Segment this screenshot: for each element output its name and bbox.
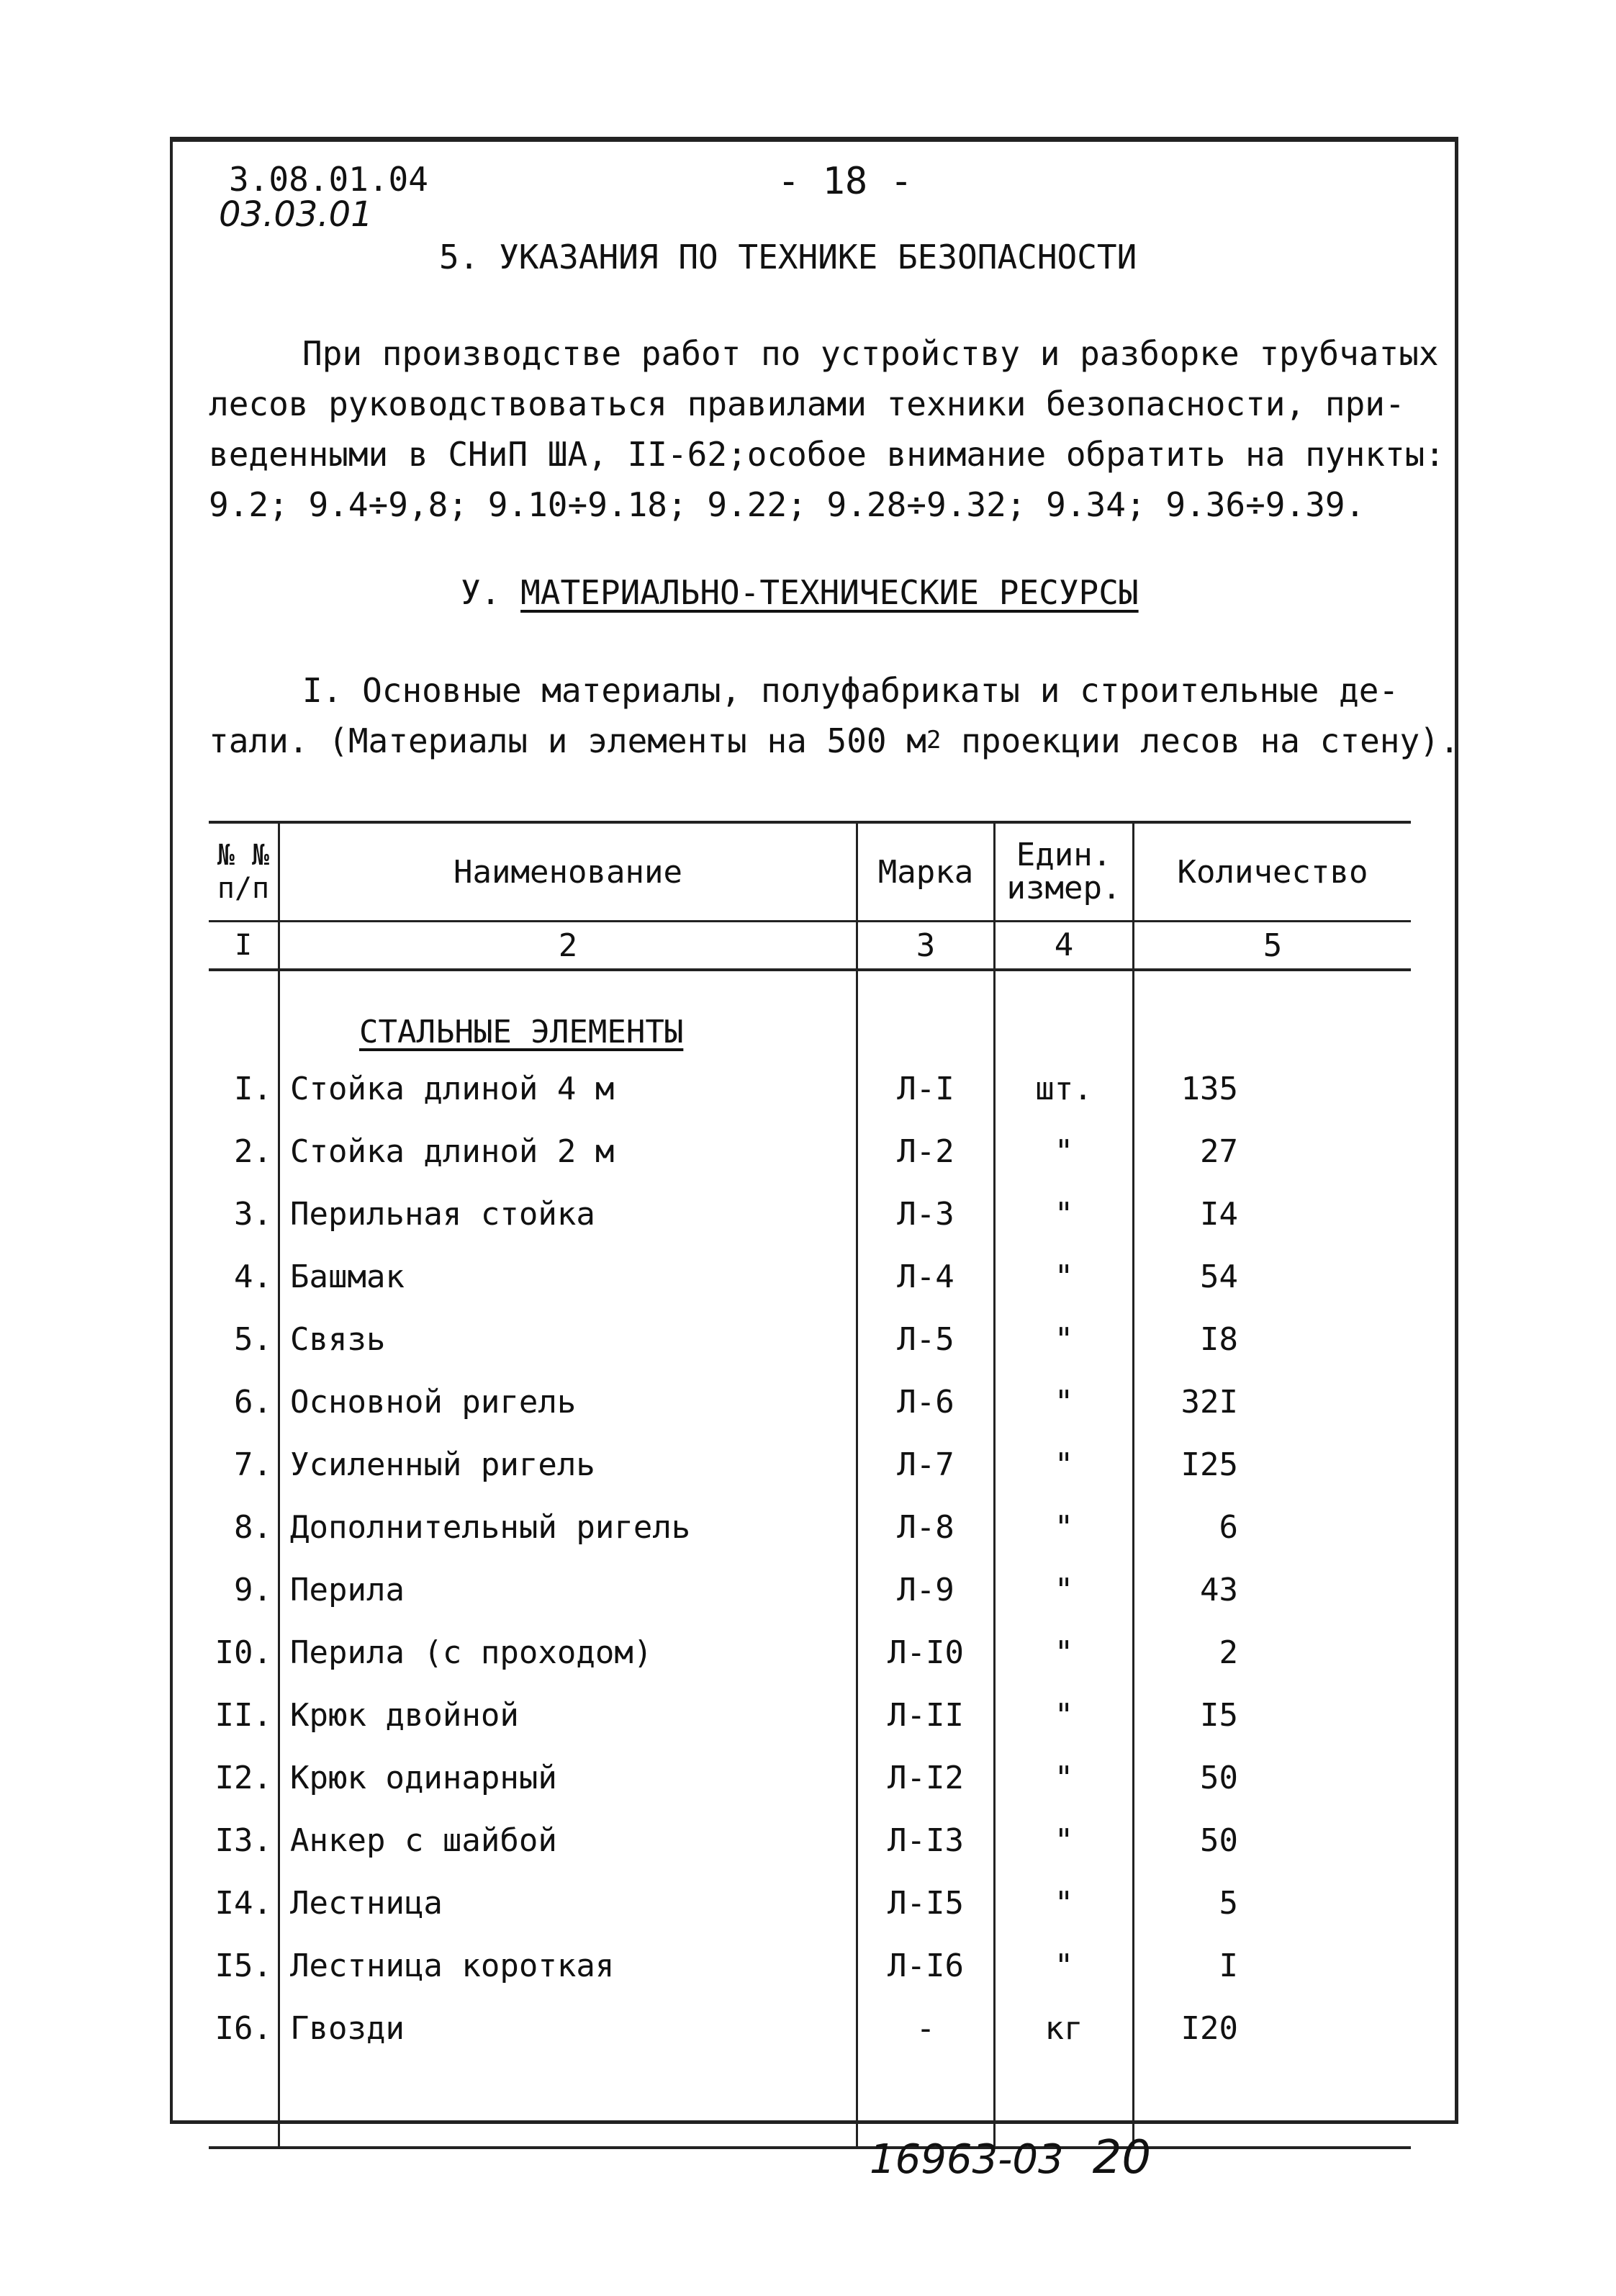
row-unit: шт. xyxy=(995,1058,1134,1120)
row-mark: Л-I0 xyxy=(857,1621,995,1684)
row-number: I3. xyxy=(209,1809,279,1872)
row-name: Связь xyxy=(279,1308,857,1371)
column-number: I xyxy=(209,922,279,971)
table-row xyxy=(209,1183,1411,1246)
header-name: Наименование xyxy=(279,822,857,922)
row-unit: " xyxy=(995,1684,1134,1747)
row-name: Дополнительный ригель xyxy=(279,1496,857,1559)
row-name: Лестница короткая xyxy=(279,1935,857,1997)
row-quantity: 54 xyxy=(1200,1259,1238,1295)
table-header-row xyxy=(209,822,1411,922)
header-number-line2: п/п xyxy=(217,872,270,905)
row-quantity: 2 xyxy=(1219,1634,1238,1671)
row-number: 8. xyxy=(209,1496,279,1559)
table-row xyxy=(209,1246,1411,1308)
row-mark: Л-8 xyxy=(857,1496,995,1559)
row-quantity: I xyxy=(1219,1948,1238,1984)
row-number: I6. xyxy=(209,1997,279,2060)
header-number-line1: № № xyxy=(217,839,270,872)
row-name: Крюк двойной xyxy=(279,1684,857,1747)
intro-line-2-start: тали. (Материалы и элементы на 500 м xyxy=(209,721,926,760)
header-mark: Марка xyxy=(857,822,995,922)
table-end-row xyxy=(209,2060,1411,2148)
row-number: 2. xyxy=(209,1120,279,1183)
handwritten-code: 03.03.01 xyxy=(219,194,373,235)
row-quantity: I5 xyxy=(1200,1697,1238,1734)
table-row xyxy=(209,1058,1411,1120)
row-unit: " xyxy=(995,1496,1134,1559)
row-mark: Л-I3 xyxy=(857,1809,995,1872)
row-number: I. xyxy=(209,1058,279,1120)
row-number: 9. xyxy=(209,1559,279,1621)
paragraph-line: лесов руководствоваться правилами техники безопасности, при- xyxy=(209,384,1405,423)
row-quantity: 135 xyxy=(1181,1071,1238,1107)
paragraph-line: При производстве работ по устройству и разборке трубчатых xyxy=(302,334,1439,373)
page-number: - 18 - xyxy=(777,160,913,203)
intro-line-2-end: проекции лесов на стену). xyxy=(941,721,1460,760)
column-number: 3 xyxy=(857,922,995,971)
row-unit: " xyxy=(995,1747,1134,1809)
row-number: II. xyxy=(209,1684,279,1747)
section-5-paragraph xyxy=(209,328,1447,530)
row-mark: Л-3 xyxy=(857,1183,995,1246)
table-row xyxy=(209,1747,1411,1809)
row-number: 6. xyxy=(209,1371,279,1433)
table-row xyxy=(209,1559,1411,1621)
row-number: 3. xyxy=(209,1183,279,1246)
row-mark: Л-I5 xyxy=(857,1872,995,1935)
row-mark: Л-II xyxy=(857,1684,995,1747)
row-name: Гвозди xyxy=(279,1997,857,2060)
row-unit: " xyxy=(995,1371,1134,1433)
row-mark: Л-I6 xyxy=(857,1935,995,1997)
intro-line-1: I. Основные материалы, полуфабрикаты и строительные де- xyxy=(302,671,1399,710)
row-unit: " xyxy=(995,1246,1134,1308)
column-number: 5 xyxy=(1134,922,1412,971)
row-quantity: I25 xyxy=(1181,1446,1238,1483)
section-title: СТАЛЬНЫЕ ЭЛЕМЕНТЫ xyxy=(279,970,857,1058)
row-mark: Л-6 xyxy=(857,1371,995,1433)
table-row xyxy=(209,1621,1411,1684)
row-name: Анкер с шайбой xyxy=(279,1809,857,1872)
row-mark: - xyxy=(857,1997,995,2060)
header-unit xyxy=(995,822,1134,922)
row-mark: Л-4 xyxy=(857,1246,995,1308)
table-row xyxy=(209,1308,1411,1371)
row-unit: " xyxy=(995,1872,1134,1935)
row-mark: Л-I xyxy=(857,1058,995,1120)
row-number: 5. xyxy=(209,1308,279,1371)
materials-intro xyxy=(209,665,1460,766)
section-v-heading: МАТЕРИАЛЬНО-ТЕХНИЧЕСКИЕ РЕСУРСЫ xyxy=(520,573,1139,612)
header-unit-line2: измер. xyxy=(1006,870,1121,906)
row-unit: " xyxy=(995,1433,1134,1496)
footer-sheet-number: 20 xyxy=(1092,2131,1152,2184)
section-v-numeral: У. xyxy=(461,573,501,612)
table-row xyxy=(209,1120,1411,1183)
row-mark: Л-5 xyxy=(857,1308,995,1371)
section-v-title xyxy=(461,573,1139,612)
document-code: 3.08.01.04 xyxy=(229,160,428,199)
row-name: Стойка длиной 2 м xyxy=(279,1120,857,1183)
row-name: Перильная стойка xyxy=(279,1183,857,1246)
row-quantity: 27 xyxy=(1200,1133,1238,1170)
row-unit: " xyxy=(995,1120,1134,1183)
row-number: I0. xyxy=(209,1621,279,1684)
row-quantity: I20 xyxy=(1181,2010,1238,2047)
row-unit: " xyxy=(995,1935,1134,1997)
table-row xyxy=(209,1496,1411,1559)
row-unit: " xyxy=(995,1621,1134,1684)
table-row xyxy=(209,1997,1411,2060)
row-name: Основной ригель xyxy=(279,1371,857,1433)
row-quantity: 6 xyxy=(1219,1509,1238,1546)
row-quantity: 43 xyxy=(1200,1572,1238,1608)
materials-table xyxy=(209,821,1411,2149)
row-name: Стойка длиной 4 м xyxy=(279,1058,857,1120)
row-name: Перила (с проходом) xyxy=(279,1621,857,1684)
header-unit-line1: Един. xyxy=(1016,837,1112,873)
row-number: 7. xyxy=(209,1433,279,1496)
row-name: Усиленный ригель xyxy=(279,1433,857,1496)
footer-document-number: 16963-03 xyxy=(870,2136,1064,2183)
row-name: Крюк одинарный xyxy=(279,1747,857,1809)
footer-code xyxy=(870,2131,1151,2184)
row-unit: " xyxy=(995,1183,1134,1246)
row-unit: " xyxy=(995,1809,1134,1872)
row-number: 4. xyxy=(209,1246,279,1308)
column-number: 2 xyxy=(279,922,857,971)
row-number: I5. xyxy=(209,1935,279,1997)
row-unit: " xyxy=(995,1308,1134,1371)
row-name: Башмак xyxy=(279,1246,857,1308)
row-mark: Л-7 xyxy=(857,1433,995,1496)
row-mark: Л-I2 xyxy=(857,1747,995,1809)
row-quantity: 50 xyxy=(1200,1760,1238,1796)
header-number xyxy=(209,822,279,922)
table-row xyxy=(209,1371,1411,1433)
table-row xyxy=(209,1935,1411,1997)
row-number: I4. xyxy=(209,1872,279,1935)
row-quantity: 50 xyxy=(1200,1822,1238,1859)
row-unit: " xyxy=(995,1559,1134,1621)
paragraph-line: 9.2; 9.4÷9,8; 9.10÷9.18; 9.22; 9.28÷9.32; 9.34; 9.36÷9.39. xyxy=(209,485,1366,524)
row-mark: Л-9 xyxy=(857,1559,995,1621)
table-row xyxy=(209,1872,1411,1935)
intro-line-2 xyxy=(209,716,1460,766)
row-quantity: I4 xyxy=(1200,1196,1238,1233)
table-row xyxy=(209,1433,1411,1496)
table-row xyxy=(209,1684,1411,1747)
row-mark: Л-2 xyxy=(857,1120,995,1183)
table-row xyxy=(209,1809,1411,1872)
area-superscript: 2 xyxy=(926,726,942,755)
section-row xyxy=(209,970,1411,1058)
header-quantity: Количество xyxy=(1134,822,1412,922)
column-number-row xyxy=(209,922,1411,971)
row-unit: кг xyxy=(995,1997,1134,2060)
row-name: Лестница xyxy=(279,1872,857,1935)
row-name: Перила xyxy=(279,1559,857,1621)
column-number: 4 xyxy=(995,922,1134,971)
section-5-title: 5. УКАЗАНИЯ ПО ТЕХНИКЕ БЕЗОПАСНОСТИ xyxy=(439,238,1137,276)
row-quantity: 32I xyxy=(1181,1384,1238,1421)
row-quantity: 5 xyxy=(1219,1885,1238,1922)
paragraph-line: веденными в СНиП ША, II-62;особое внимание обратить на пункты: xyxy=(209,435,1445,474)
row-quantity: I8 xyxy=(1200,1321,1238,1358)
row-number: I2. xyxy=(209,1747,279,1809)
